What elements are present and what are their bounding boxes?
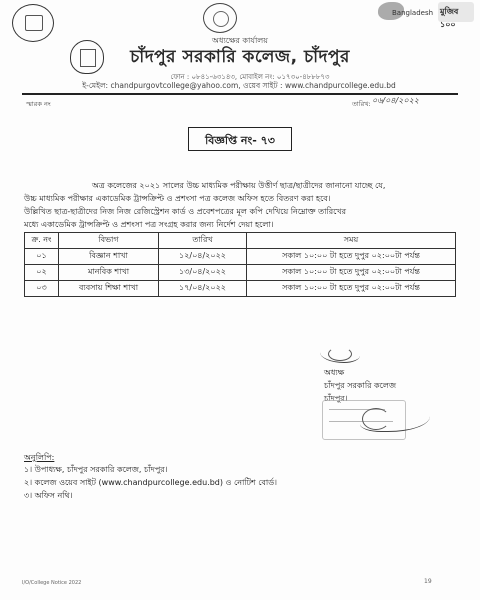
mujib-100-logo [378, 2, 474, 29]
cell-time: সকাল ১০:০০ টা হতে দুপুর ০২:০০টা পর্যন্ত [247, 249, 456, 265]
cell-date: ১৭/০৪/২০২২ [159, 281, 247, 297]
copy-to-heading: অনুলিপি: [24, 453, 55, 462]
signatory-role: অধ্যক্ষ [324, 368, 345, 377]
brand-badge-text: মুজিব ১০০ [440, 7, 459, 29]
table-header-row [25, 233, 456, 249]
reference-label: স্মারক নং [26, 100, 51, 108]
cell-date: ১২/০৪/২০২২ [159, 249, 247, 265]
notice-title-box [188, 127, 292, 151]
college-title: চাঁদপুর সরকারি কলেজ, চাঁদপুর [130, 47, 350, 67]
cell-department: ব্যবসায় শিক্ষা শাখা [59, 281, 159, 297]
cell-serial: ০৩ [25, 281, 59, 297]
list-item: ২। কলেজ ওয়েব সাইট (www.chandpurcollege.edu.bd) ও নোটিশ বোর্ড। [24, 478, 277, 487]
schedule-table [24, 232, 456, 297]
list-item: ১। উপাধ্যক্ষ, চাঁদপুর সরকারি কলেজ, চাঁদপুর। [24, 465, 168, 474]
principal-signature [320, 345, 360, 363]
stamp-signature [360, 406, 430, 432]
body-line-2: উচ্চ মাধ্যমিক পরীক্ষার একাডেমিক ট্রান্সক্রিপ্ট ও প্রশংসা পত্র কলেজ অফিস হতে বিতরণ করা হবে। [24, 194, 331, 203]
table-row [25, 281, 456, 297]
bangladesh-emblem-icon [203, 3, 237, 33]
header-department: বিভাগ [59, 233, 159, 249]
signatory-college: চাঁদপুর সরকারি কলেজ [324, 381, 396, 390]
cell-department: বিজ্ঞান শাখা [59, 249, 159, 265]
header-date: তারিখ [159, 233, 247, 249]
date-label: তারিখ: [352, 100, 371, 108]
date-value: ০৬/০৪/২০২২ [372, 96, 419, 105]
header-serial: ক্র. নং [25, 233, 59, 249]
body-line-1: অত্র কলেজের ২০২১ সালের উচ্চ মাধ্যমিক পরীক্ষায় উত্তীর্ণ ছাত্র/ছাত্রীদের জানানো যাচ্ছে যে, [92, 181, 386, 190]
cell-date: ১৩/০৪/২০২২ [159, 265, 247, 281]
phone-line: ফোন : ০৮৪১-৬৩১৪৩, মোবাইল নং: ০১৭৩০-৪৮৮৮৭৩ [170, 73, 330, 81]
college-crest-icon [70, 40, 104, 74]
list-item: ৩। অফিস নথি। [24, 491, 73, 500]
email-line: ই-মেইল: chandpurgovtcollege@yahoo.com, ওয়েব সাইট : www.chandpurcollege.edu.bd [82, 81, 396, 90]
cell-serial: ০১ [25, 249, 59, 265]
body-line-3: উল্লিখিত ছাত্র-ছাত্রীদের নিজ নিজ রেজিস্ট্রেশন কার্ড ও প্রবেশপত্রের মূল কপি দেখিয়ে নিম্নোক্ত তারিখের [24, 207, 346, 216]
cell-serial: ০২ [25, 265, 59, 281]
signatory-place: চাঁদপুর। [324, 394, 348, 403]
table-row [25, 265, 456, 281]
cell-time: সকাল ১০:০০ টা হতে দুপুর ০২:০০টা পর্যন্ত [247, 281, 456, 297]
footer-page-number: 19 [424, 578, 432, 585]
notice-title: বিজ্ঞপ্তি নং- ৭৩ [205, 134, 275, 147]
cell-department: মানবিক শাখা [59, 265, 159, 281]
government-seal-icon [12, 4, 54, 42]
office-line: অধ্যক্ষের কার্যালয় [212, 36, 268, 45]
cell-time: সকাল ১০:০০ টা হতে দুপুর ০২:০০টা পর্যন্ত [247, 265, 456, 281]
brand-text: Bangladesh [392, 9, 434, 17]
mujib-badge [438, 2, 474, 29]
body-line-4: মধ্যে একাডেমিক ট্রান্সক্রিপ্ট ও প্রশংসা পত্র সংগ্রহ করার জন্য নির্দেশ দেয়া হলো। [24, 220, 274, 229]
header-time: সময় [247, 233, 456, 249]
table-row [25, 249, 456, 265]
footer-file-label: I/O/College Notice 2022 [22, 580, 82, 586]
